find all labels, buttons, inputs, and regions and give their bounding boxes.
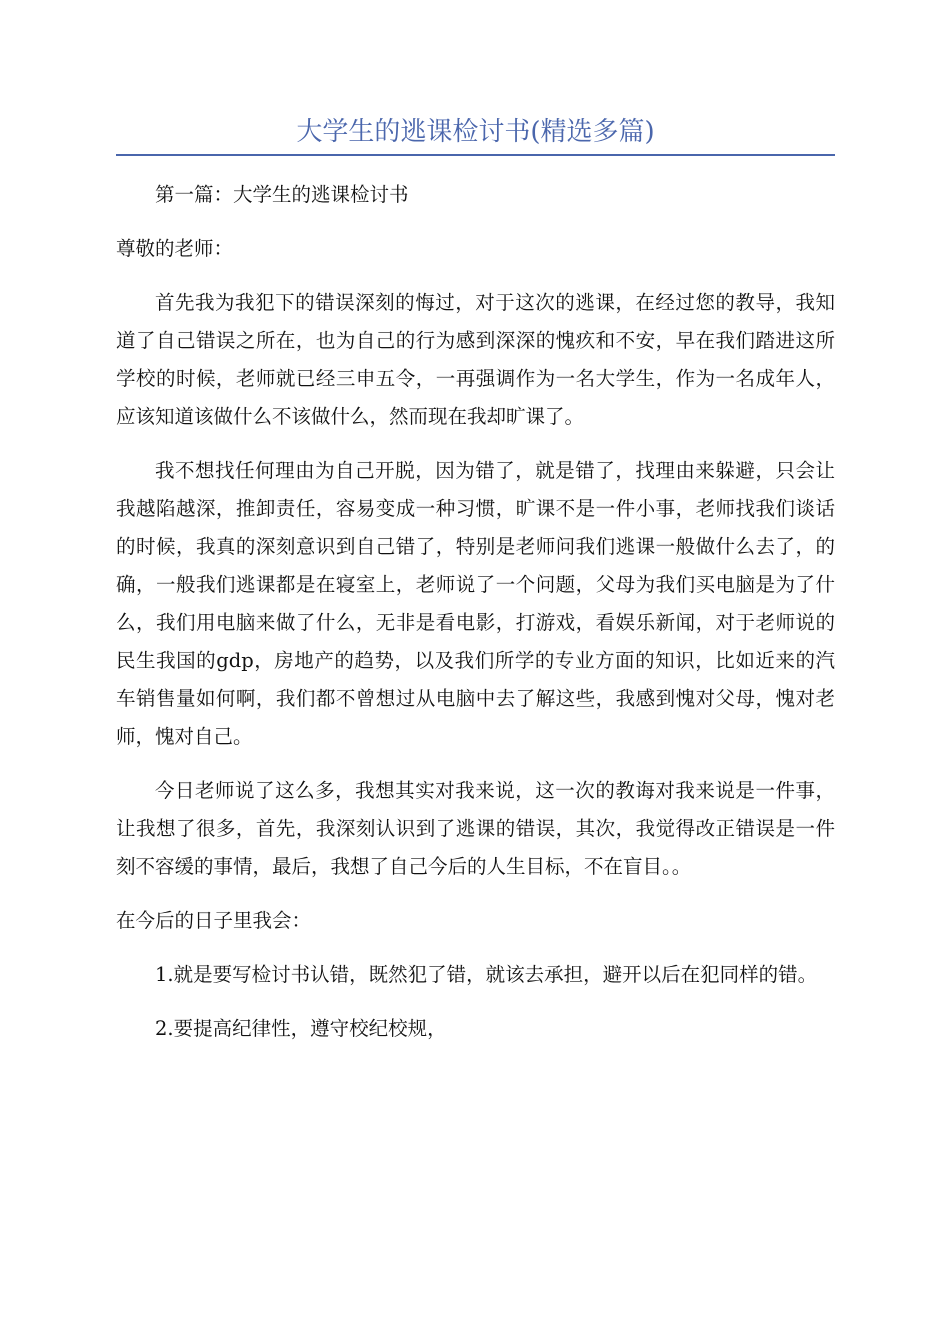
body-paragraph: 首先我为我犯下的错误深刻的悔过，对于这次的逃课，在经过您的教导，我知道了自己错误之所在，也为自己的行为感到深深的愧疚和不安，早在我们踏进这所学校的时候，老师就已经三申五令，一再强调作为一名大学生，作为一名成年人，应该知道该做什么不该做什么，然而现在我却旷课了。 [116, 291, 835, 428]
title-underline [116, 154, 835, 156]
document-title: 大学生的逃课检讨书(精选多篇) [296, 117, 655, 147]
list-item: 2.要提高纪律性，遵守校纪校规， [155, 1017, 447, 1040]
section-heading: 第一篇：大学生的逃课检讨书 [155, 183, 409, 206]
body-paragraph: 今日老师说了这么多，我想其实对我来说，这一次的教诲对我来说是一件事，让我想了很多，首先，我深刻认识到了逃课的错误，其次，我觉得改正错误是一件刻不容缓的事情，最后，我想了自己今后的人生目标，不在盲目。。 [116, 779, 835, 878]
document-body [116, 176, 835, 1064]
salutation: 尊敬的老师： [116, 237, 234, 260]
list-intro: 在今后的日子里我会： [116, 909, 312, 932]
body-paragraph: 我不想找任何理由为自己开脱，因为错了，就是错了，找理由来躲避，只会让我越陷越深，推卸责任，容易变成一种习惯，旷课不是一件小事，老师找我们谈话的时候，我真的深刻意识到自己错了，特别是老师问我们逃课一般做什么去了，的确，一般我们逃课都是在寝室上，老师说了一个问题，父母为我们买电脑是为了什么，我们用电脑来做了什么，无非是看电影，打游戏，看娱乐新闻，对于老师说的民生我国的gdp，房地产的趋势，以及我们所学的专业方面的知识，比如近来的汽车销售量如何啊，我们都不曾想过从电脑中去了解这些，我感到愧对父母，愧对老师，愧对自己。 [116, 459, 835, 748]
list-item: 1.就是要写检讨书认错，既然犯了错，就该去承担，避开以后在犯同样的错。 [155, 963, 818, 986]
